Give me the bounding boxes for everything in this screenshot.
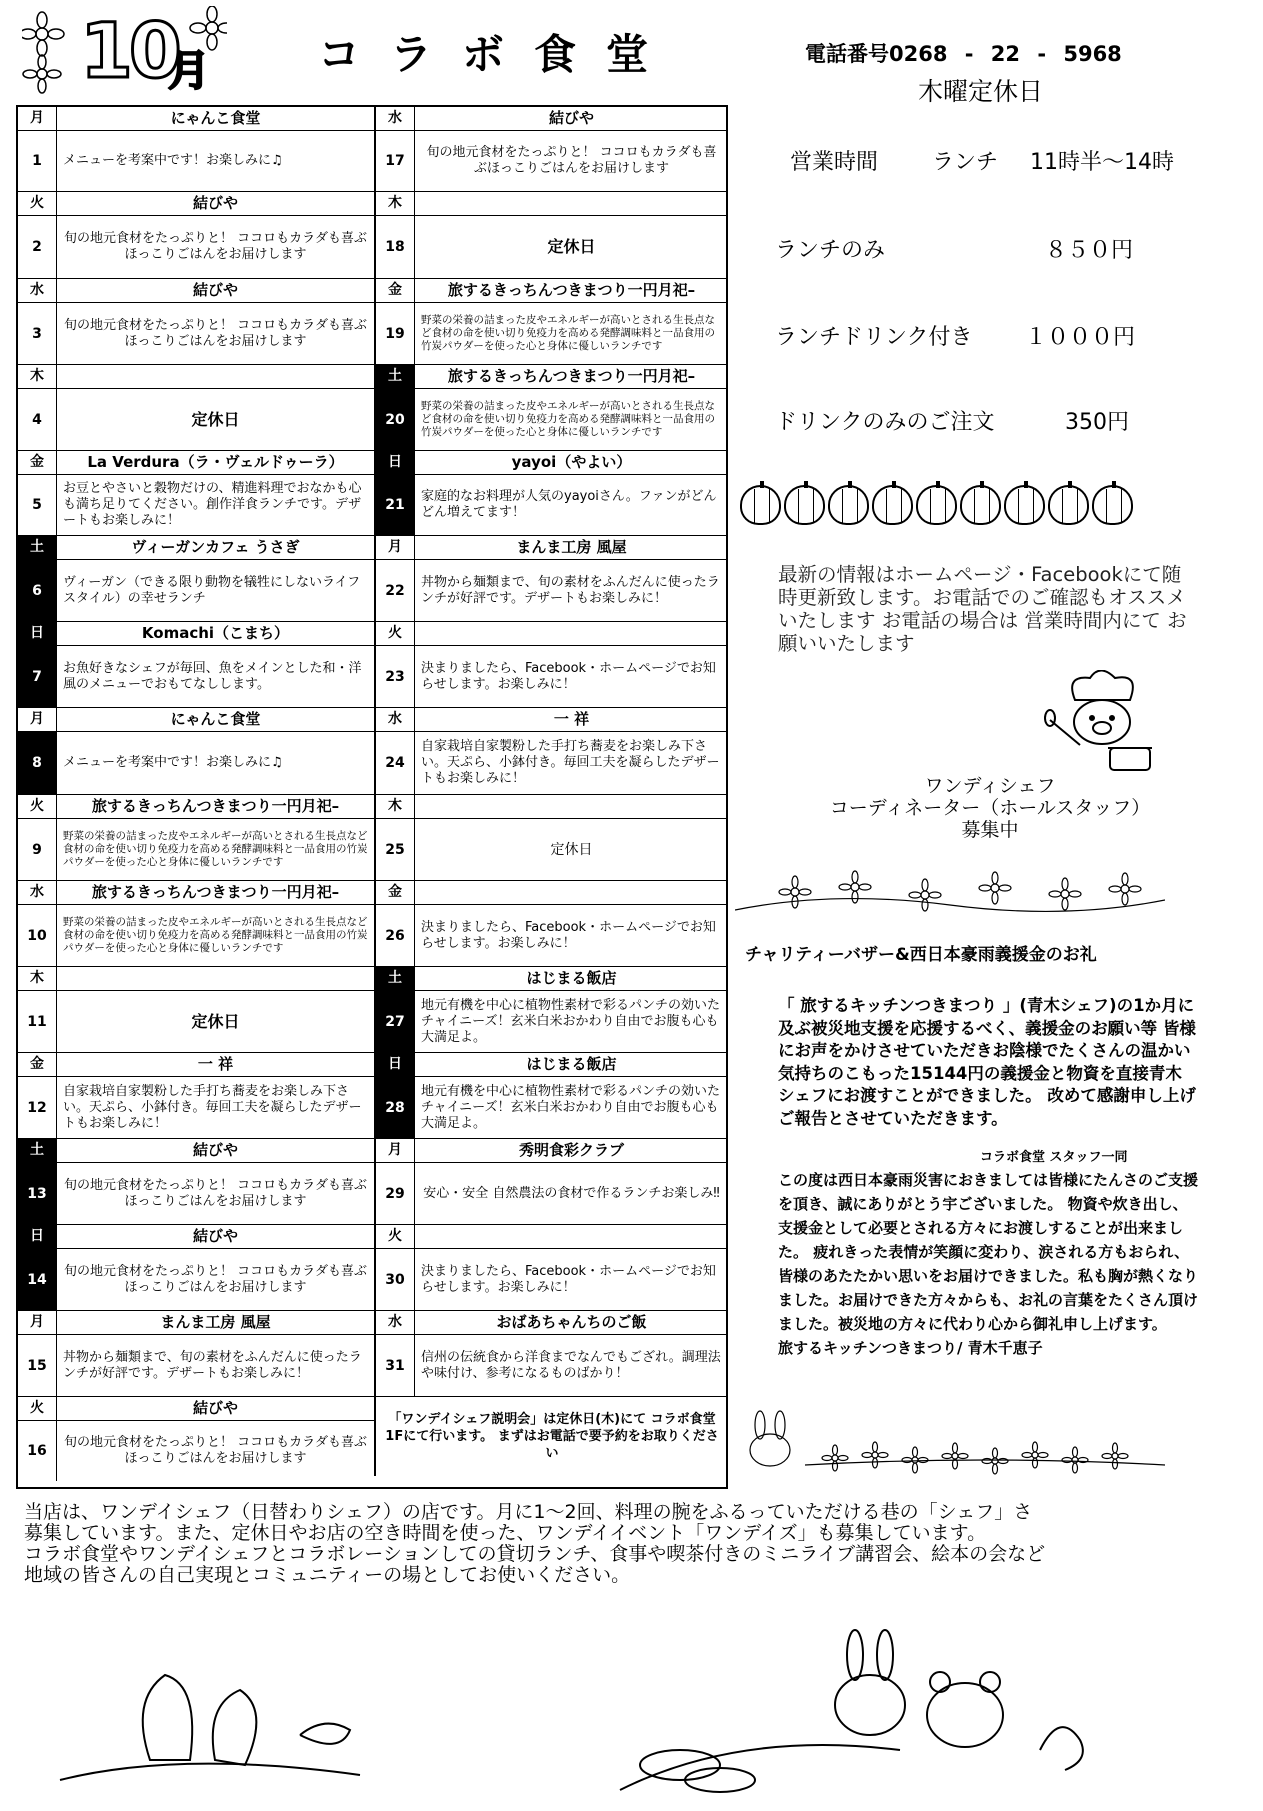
day-number: 15 [18,1335,57,1396]
flower-border-icon [735,870,1165,920]
entry-header [376,795,728,819]
entry-header [18,1139,374,1163]
animals-illustration-icon [0,1610,1263,1800]
day-number: 23 [376,646,415,707]
calendar-entry [18,1225,374,1311]
entry-header [376,967,728,991]
day-number: 16 [18,1421,57,1481]
calendar-entry [18,795,374,881]
weekday-label: 水 [376,107,415,130]
day-number: 19 [376,303,415,364]
menu-description: 自家栽培自家製粉した手打ち蕎麦をお楽しみ下さい。天ぷら、小鉢付き。毎回工夫を凝らしたデザートもお楽しみに！ [63,1083,362,1131]
pumpkin-row [740,485,1140,531]
entry-body [376,216,728,278]
menu-description: 地元有機を中心に植物性素材で彩るパンチの効いたチャイニーズ！玄米白米おかわり自由でお腹も心も大満足よ。 [421,997,721,1045]
calendar-entry [376,1053,728,1139]
price-label-lunch-drink: ランチドリンク付き [775,325,973,350]
entry-body [376,1163,728,1224]
entry-body [18,131,374,191]
briefing-note: 「ワンデイシェフ説明会」は定休日(木)にて コラボ食堂1Fにて行います。 まずはお電話で要予約をお取りください [385,1412,719,1461]
month-unit: 月 [168,46,211,95]
entry-body [376,131,728,191]
weekday-label: 金 [18,451,57,474]
weekday-label: 金 [376,279,415,302]
chef-name: 一 祥 [197,1055,234,1073]
weekday-label: 水 [376,708,415,731]
entry-header [376,1139,728,1163]
entry-body [18,732,374,794]
day-number: 30 [376,1249,415,1310]
menu-description: 定休日 [191,1011,240,1031]
day-number: 31 [376,1335,415,1396]
charity-body: 「 旅するキッチンつきまつり 」(青木シェフ)の1か月に及ぶ被災地支援を応援するべく、義援金のお願い等 皆様にお声をかけさせていただきお陰様でたくさんの温かい気持ちのこもった15144円の義援金と物資を直接青木シェフにお渡すことができました。 改めて感謝申し上げご報告とさせていただきます。 [778,996,1196,1128]
calendar-entry [18,107,374,192]
entry-header [18,192,374,216]
weekday-label: 日 [18,622,57,645]
calendar-entry [18,1397,374,1481]
phone-number: 電話番号0268 - 22 - 5968 [805,42,1122,66]
entry-body [18,1335,374,1396]
chef-name [415,795,728,818]
entry-body [18,560,374,621]
pumpkin-icon [1004,485,1045,525]
chef-name: La Verdura（ラ・ヴェルドゥーラ） [87,453,344,471]
chef-name [57,967,374,990]
calendar-entry [18,967,374,1053]
day-number: 3 [18,303,57,364]
entry-body [18,1421,374,1481]
menu-description: ヴィーガン（できる限り動物を犠牲にしないライフスタイル）の幸せランチ [63,574,361,606]
price-drink: 350円 [1065,410,1129,435]
entry-header [18,107,374,131]
menu-description: お豆とやさいと穀物だけの、精進料理でおなかも心も満ち足りてください。創作洋食ランチです。デザートもお楽しみに！ [63,481,362,528]
day-number: 9 [18,819,57,880]
menu-description: 丼物から麺類まで、旬の素材をふんだんに使ったランチが好評です。デザートもお楽しみに！ [421,574,720,606]
calendar-entry [18,708,374,795]
entry-header [18,451,374,475]
chef-name: 結びや [192,1141,238,1159]
entry-header [18,622,374,646]
entry-body [18,303,374,364]
weekday-label: 木 [18,967,57,990]
weekday-label: 日 [376,1053,415,1076]
calendar-entry [376,708,728,795]
pumpkin-icon [828,485,869,525]
pumpkin-icon [740,485,781,525]
calendar-entry [376,1225,728,1311]
weekday-label: 水 [18,279,57,302]
entry-body [18,389,374,450]
menu-description: 地元有機を中心に植物性素材で彩るパンチの効いたチャイニーズ！玄米白米おかわり自由でお腹も心も大満足よ。 [421,1083,721,1131]
chef-name: 結びや [192,1399,238,1417]
menu-description: 旬の地元食材をたっぷりと！ ココロもカラダも喜ぶほっこりごはんをお届けします [63,231,367,262]
entry-body [376,905,728,966]
weekday-label: 木 [376,795,415,818]
menu-description: 定休日 [550,841,593,858]
chef-name: にゃんこ食堂 [170,109,261,127]
entry-body [376,303,728,364]
calendar-column-right [374,107,728,1476]
entry-header [376,1311,728,1335]
entry-header [18,795,374,819]
entry-body [376,1335,728,1396]
weekday-label: 月 [18,708,57,731]
entry-body [376,991,728,1052]
entry-body [18,819,374,880]
weekday-label: 火 [376,622,415,645]
chef-name: 結びや [192,281,238,299]
weekday-label: 月 [376,1139,415,1162]
day-number: 5 [18,475,57,535]
recruit-line-3: 募集中 [961,819,1019,841]
recruit-line-1: ワンディシェフ [924,775,1056,797]
entry-body [18,475,374,535]
day-number: 6 [18,560,57,621]
entry-header [18,1053,374,1077]
menu-description: 決まりましたら、Facebook・ホームページでお知らせします。お楽しみに！ [421,919,716,951]
entry-header [376,107,728,131]
hours-label: 営業時間 [790,150,879,175]
entry-body [18,646,374,707]
month-number: 10 [80,6,178,95]
bunny-flower-border-icon [735,1410,1165,1480]
calendar-entry [18,1139,374,1225]
menu-description: 安心・安全 自然農法の食材で作るランチお楽しみ‼ [423,1185,720,1201]
weekday-label: 火 [18,192,57,215]
weekday-label: 月 [18,107,57,130]
about-line: コラボ食堂やワンデイシェフとコラボレーションしての貸切ランチ、食事や喫茶付きのミニライブ講習会、絵本の会など [24,1543,1046,1565]
price-label-drink: ドリンクのみのご注文 [775,410,995,435]
menu-description: 野菜の栄養の詰まった皮やエネルギーが高いとされる生長点など食材の命を使い切り免疫力を高める発酵調味料と一品食用の竹炭パウダーを使った心と身体に優しいランチです [63,830,368,868]
weekday-label: 火 [376,1225,415,1248]
charity-title: チャリティーバザー&西日本豪雨義援金のお礼 [745,945,1097,965]
calendar-entry [18,192,374,279]
thanks-body [778,1168,1198,1360]
calendar-entry [376,536,728,622]
day-number: 4 [18,389,57,450]
day-number: 14 [18,1249,57,1310]
hours-time: 11時半〜14時 [1030,150,1174,175]
closed-day: 木曜定休日 [918,77,1044,106]
weekday-label: 金 [376,881,415,904]
chef-name: はじまる飯店 [526,969,617,987]
menu-description: 野菜の栄養の詰まった皮やエネルギーが高いとされる生長点など食材の命を使い切り免疫力を高める発酵調味料と一品食用の竹炭パウダーを使った心と身体に優しいランチです [421,314,715,352]
entry-header [18,279,374,303]
calendar-entry [376,795,728,881]
chef-name: ヴィーガンカフェ うさぎ [131,538,300,556]
entry-header [18,1311,374,1335]
menu-description: 旬の地元食材をたっぷりと！ ココロもカラダも喜ぶほっこりごはんをお届けします [426,145,717,176]
day-number: 1 [18,131,57,191]
menu-description: 自家栽培自家製粉した手打ち蕎麦をお楽しみ下さい。天ぷら、小鉢付き。毎回工夫を凝らしたデザートもお楽しみに！ [421,739,720,786]
calendar-entry [18,451,374,536]
menu-description: 旬の地元食材をたっぷりと！ ココロもカラダも喜ぶほっこりごはんをお届けします [63,1435,367,1466]
calendar-entry [18,881,374,967]
chef-name: まんま工房 風屋 [516,538,627,556]
entry-body [18,1163,374,1224]
calendar-entry [376,192,728,279]
chef-name: 結びや [192,194,238,212]
pumpkin-icon [916,485,957,525]
hours-type: ランチ [932,150,999,175]
day-number: 20 [376,389,415,450]
weekday-label: 水 [376,1311,415,1334]
day-number: 13 [18,1163,57,1224]
entry-header [376,365,728,389]
chef-name [415,622,728,645]
menu-description: 野菜の栄養の詰まった皮やエネルギーが高いとされる生長点など食材の命を使い切り免疫力を高める発酵調味料と一品食用の竹炭パウダーを使った心と身体に優しいランチです [421,400,715,438]
about-text [24,1502,1224,1586]
day-number: 12 [18,1077,57,1138]
weekday-label: 日 [376,451,415,474]
pumpkin-icon [784,485,825,525]
entry-header [376,622,728,646]
entry-header [18,1225,374,1249]
day-number: 27 [376,991,415,1052]
calendar-entry [18,365,374,451]
menu-description: メニューを考案中です！お楽しみに♫ [63,153,283,168]
entry-body [376,1077,728,1138]
calendar-entry [376,967,728,1053]
page-title: コラボ食堂 [318,30,679,79]
pumpkin-icon [1048,485,1089,525]
calendar-entry [376,451,728,536]
calendar-entry [376,279,728,365]
entry-header [376,536,728,560]
entry-header [376,881,728,905]
entry-body [376,389,728,450]
weekday-label: 月 [18,1311,57,1334]
chef-name: Komachi（こまち） [141,624,290,642]
chef-name: 旅するきっちんつきまつり一円月祀– [447,281,696,299]
calendar-entry [18,622,374,708]
menu-description: 家庭的なお料理が人気のyayoiさん。ファンがどんどん増えてます！ [421,489,717,520]
thanks-signature: 旅するキッチンつきまつり/ 青木千恵子 [778,1339,1043,1357]
weekday-label: 日 [18,1225,57,1248]
calendar-entry [18,536,374,622]
news-text: 最新の情報はホームページ・Facebookにて随時更新致します。お電話でのご確認もオススメいたします お電話の場合は 営業時間内にて お願いいたします [778,563,1187,655]
entry-header [18,365,374,389]
weekday-label: 土 [376,365,415,388]
about-line: 募集しています。また、定休日やお店の空き時間を使った、ワンデイイベント「ワンデイズ」も募集しています。 [24,1522,987,1544]
entry-body [376,475,728,535]
calendar-entry [376,365,728,451]
chef-name: 秀明食彩クラブ [518,1141,624,1159]
menu-description: お魚好きなシェフが毎回、魚をメインとした和・洋風のメニューでおもてなしします。 [63,660,362,692]
calendar-column-left [18,107,374,1481]
menu-description: 決まりましたら、Facebook・ホームページでお知らせします。お楽しみに！ [421,1263,716,1295]
day-number: 21 [376,475,415,535]
day-number: 11 [18,991,57,1052]
menu-description: 定休日 [191,409,240,429]
menu-description: 定休日 [547,237,596,256]
day-number: 7 [18,646,57,707]
chef-name: 旅するきっちんつきまつり一円月祀– [91,797,340,815]
day-number: 26 [376,905,415,966]
weekday-label: 土 [18,536,57,559]
day-number: 28 [376,1077,415,1138]
entry-header [376,1225,728,1249]
chef-name [415,1225,728,1248]
entry-header [376,708,728,732]
pumpkin-icon [872,485,913,525]
day-number: 8 [18,732,57,794]
menu-description: 信州の伝統食から洋食までなんでもござれ。調理法や味付け、参考になるものばかり！ [421,1349,721,1381]
weekday-label: 火 [18,1397,57,1420]
chef-name [415,192,728,215]
recruit-notice [790,775,1190,841]
chef-name: 旅するきっちんつきまつり一円月祀– [447,367,696,385]
entry-header [18,1397,374,1421]
weekday-label: 木 [376,192,415,215]
weekday-label: 水 [18,881,57,904]
chef-name: にゃんこ食堂 [170,710,261,728]
day-number: 24 [376,732,415,794]
entry-body [18,991,374,1052]
chef-name: 結びや [548,109,594,127]
chef-name: まんま工房 風屋 [160,1313,271,1331]
day-number: 25 [376,819,415,880]
calendar-table [16,105,728,1489]
recruit-line-2: コーディネーター（ホールスタッフ） [829,797,1151,819]
chef-name: 一 祥 [553,710,590,728]
calendar-entry [376,107,728,192]
entry-header [376,451,728,475]
entry-body [18,216,374,278]
calendar-entry [18,279,374,365]
entry-body [18,905,374,966]
menu-description: 野菜の栄養の詰まった皮やエネルギーが高いとされる生長点など食材の命を使い切り免疫力を高める発酵調味料と一品食用の竹炭パウダーを使った心と身体に優しいランチです [63,916,368,954]
calendar-entry [376,1311,728,1397]
day-number: 17 [376,131,415,191]
chef-name: yayoi（やよい） [511,453,632,471]
calendar-entry [376,622,728,708]
chef-name: はじまる飯店 [526,1055,617,1073]
weekday-label: 月 [376,536,415,559]
menu-description: 旬の地元食材をたっぷりと！ ココロもカラダも喜ぶほっこりごはんをお届けします [63,317,367,349]
day-number: 22 [376,560,415,621]
weekday-label: 木 [18,365,57,388]
entry-header [18,967,374,991]
menu-description: 旬の地元食材をたっぷりと！ ココロもカラダも喜ぶほっこりごはんをお届けします [63,1177,367,1209]
entry-body [18,1249,374,1310]
calendar-entry [18,1053,374,1139]
calendar-entry [376,881,728,967]
day-number: 2 [18,216,57,278]
weekday-label: 土 [18,1139,57,1162]
menu-description: 決まりましたら、Facebook・ホームページでお知らせします。お楽しみに！ [421,660,716,692]
entry-body [376,732,728,794]
entry-body [18,1077,374,1138]
day-number: 29 [376,1163,415,1224]
price-label-lunch: ランチのみ [775,238,886,263]
chef-pig-icon [1040,670,1160,780]
menu-description: 旬の地元食材をたっぷりと！ ココロもカラダも喜ぶほっこりごはんをお届けします [63,1263,367,1295]
menu-description: 丼物から麺類まで、旬の素材をふんだんに使ったランチが好評です。デザートもお楽しみに！ [63,1349,362,1381]
chef-name: おばあちゃんちのご飯 [496,1313,647,1331]
day-number: 18 [376,216,415,278]
price-lunch-drink: １０００円 [1025,325,1136,350]
about-line: 地域の皆さんの自己実現とコミュニティーの場としてお使いください。 [24,1564,631,1586]
entry-header [376,1053,728,1077]
about-line: 当店は、ワンデイシェフ（日替わりシェフ）の店です。月に1〜2回、料理の腕をふるっていただける巷の「シェフ」さ [24,1501,1033,1523]
price-lunch: ８５０円 [1045,238,1134,263]
charity-signature: コラボ食堂 スタッフ一同 [980,1150,1128,1165]
entry-body [376,560,728,621]
weekday-label: 金 [18,1053,57,1076]
calendar-entry [18,1311,374,1397]
weekday-label: 火 [18,795,57,818]
entry-body [376,819,728,880]
day-number: 10 [18,905,57,966]
entry-header [18,881,374,905]
pumpkin-icon [960,485,1001,525]
entry-body [376,646,728,707]
chef-name: 旅するきっちんつきまつり一円月祀– [91,883,340,901]
entry-body [376,1249,728,1310]
menu-description: メニューを考案中です！お楽しみに♫ [63,755,283,770]
entry-header [18,708,374,732]
pumpkin-icon [1092,485,1133,525]
calendar-entry [376,1139,728,1225]
weekday-label: 土 [376,967,415,990]
chef-name [57,365,374,388]
entry-header [376,192,728,216]
chef-name [415,881,728,904]
thanks-text: この度は西日本豪雨災害におきましては皆様にたんさのご支援を頂き、誠にありがとう宇ございました。 物資や炊き出し、支援金として必要とされる方々にお渡しすることが出来ました。 疲れきった表情が笑顔に変わり、涙される方もおられ、皆様のあたたかい思いをお届けできました。私も胸が熱くなりました。お届けできた方々からも、お礼の言葉をたくさん頂けました。被災地の方々に代わり心から御礼申し上げます。 [778,1171,1199,1333]
entry-header [376,279,728,303]
chef-name: 結びや [192,1227,238,1245]
entry-header [18,536,374,560]
